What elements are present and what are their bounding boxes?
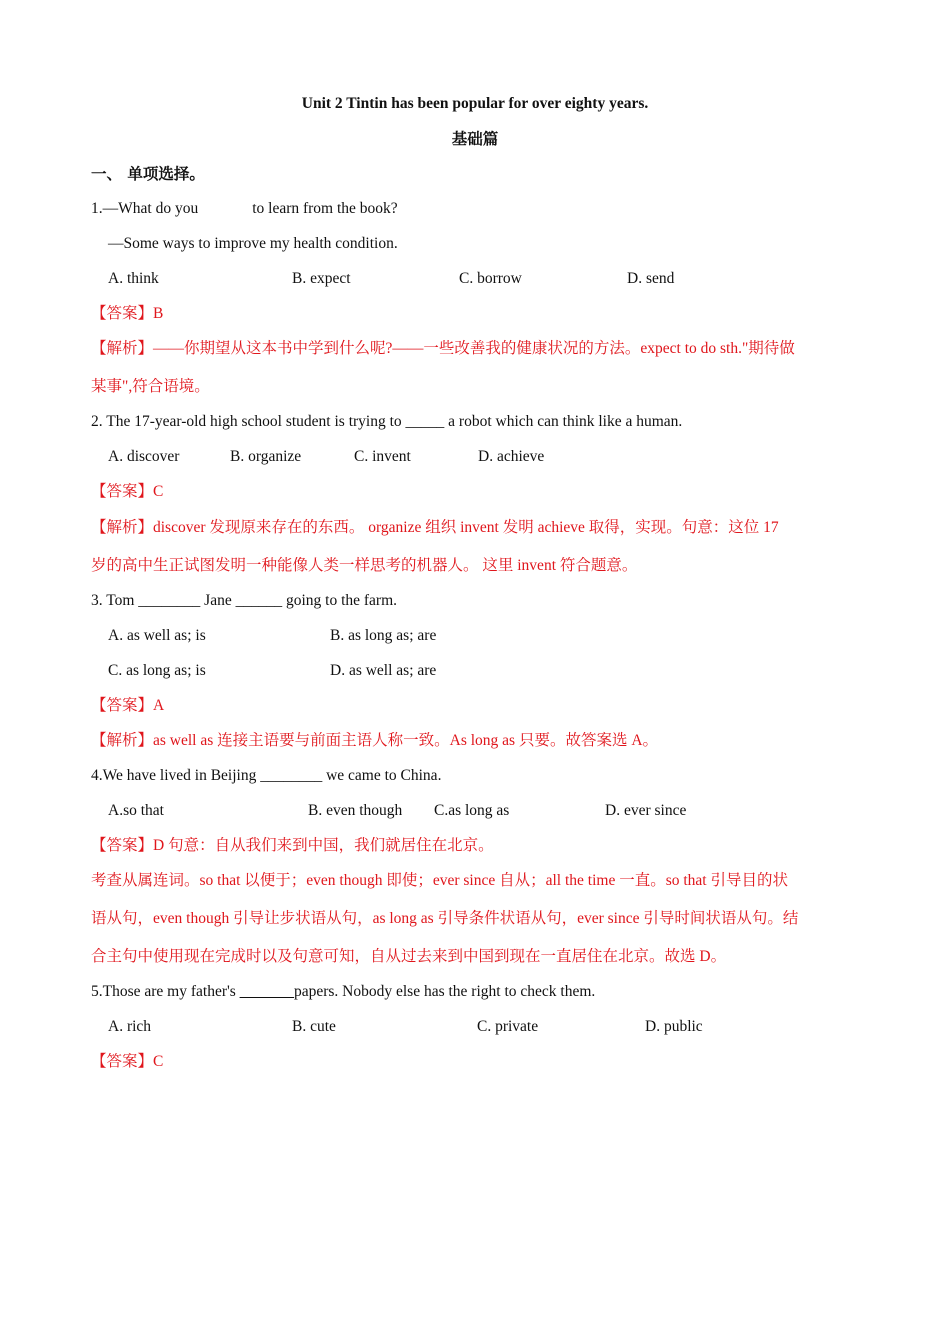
question-3-analysis-line-1: 【解析】as well as 连接主语要与前面主语人称一致。As long as 只要。故答案选 A。 xyxy=(91,732,659,749)
question-5-option-d: D. public xyxy=(645,1018,703,1035)
question-1-answer: 【答案】B xyxy=(91,305,164,322)
question-5-stem-start: 5.Those are my father's xyxy=(91,983,240,1000)
question-3-stem: 3. Tom ________ Jane ______ going to the farm. xyxy=(91,592,398,609)
question-4-option-b: B. even though xyxy=(308,802,403,819)
question-1-stem-end: to learn from the book? xyxy=(252,200,398,217)
question-1-reply: —Some ways to improve my health condition. xyxy=(108,235,398,252)
question-5-stem xyxy=(91,982,595,1002)
question-5-answer: 【答案】C xyxy=(91,1053,164,1070)
page-title: Unit 2 Tintin has been popular for over eighty years. xyxy=(301,95,649,112)
question-3-option-c: C. as long as; is xyxy=(108,662,206,679)
question-3-option-b: B. as long as; are xyxy=(330,627,437,644)
question-1-option-c: C. borrow xyxy=(459,270,522,287)
question-3-option-d: D. as well as; are xyxy=(330,662,437,679)
question-4-option-d: D. ever since xyxy=(605,802,687,819)
question-2-answer: 【答案】C xyxy=(91,483,164,500)
question-1-stem xyxy=(91,199,398,219)
question-1-analysis-line-1: 【解析】——你期望从这本书中学到什么呢?——一些改善我的健康状况的方法。expect to do sth."期待做 xyxy=(91,340,795,357)
question-4-analysis-line-3: 合主句中使用现在完成时以及句意可知，自从过去来到中国到现在一直居住在北京。故选 D。 xyxy=(91,948,727,965)
question-1-analysis-line-2: 某事",符合语境。 xyxy=(91,378,210,395)
question-2-option-b: B. organize xyxy=(230,448,302,465)
question-4-option-c: C.as long as xyxy=(434,802,510,819)
question-1-option-b: B. expect xyxy=(292,270,351,287)
question-1-stem-start: 1.—What do you xyxy=(91,200,199,217)
question-4-option-a: A.so that xyxy=(108,802,164,819)
question-2-option-c: C. invent xyxy=(354,448,411,465)
question-5-option-a: A. rich xyxy=(108,1018,152,1035)
question-4-stem: 4.We have lived in Beijing ________ we came to China. xyxy=(91,767,442,784)
question-4-analysis-line-2: 语从句，even though 引导让步状语从句，as long as 引导条件状语从句，ever since 引导时间状语从句。结 xyxy=(91,910,799,927)
question-5-stem-end: papers. Nobody else has the right to check them. xyxy=(293,983,596,1000)
question-4-answer: 【答案】D 句意：自从我们来到中国，我们就居住在北京。 xyxy=(91,837,494,854)
question-2-option-d: D. achieve xyxy=(478,448,545,465)
question-5-option-b: B. cute xyxy=(292,1018,336,1035)
question-5-option-c: C. private xyxy=(477,1018,539,1035)
question-5-blank: _______ xyxy=(239,983,294,1000)
question-3-answer: 【答案】A xyxy=(91,697,165,714)
question-2-analysis-line-1: 【解析】discover 发现原来存在的东西。 organize 组织 invent 发明 achieve 取得，实现。句意：这位 17 xyxy=(91,519,779,536)
section-heading: 一、 单项选择。 xyxy=(91,165,205,183)
question-2-option-a: A. discover xyxy=(108,448,180,465)
question-1-option-d: D. send xyxy=(627,270,675,287)
question-2-analysis-line-2: 岁的高中生正试图发明一种能像人类一样思考的机器人。 这里 invent 符合题意。 xyxy=(91,557,638,574)
question-1-option-a: A. think xyxy=(108,270,159,287)
question-4-analysis-line-1: 考查从属连词。so that 以便于；even though 即使；ever since 自从；all the time 一直。so that 引导目的状 xyxy=(91,872,788,889)
question-3-option-a: A. as well as; is xyxy=(108,627,206,644)
page-subtitle: 基础篇 xyxy=(451,130,499,148)
question-2-stem: 2. The 17-year-old high school student is trying to _____ a robot which can think like a human. xyxy=(91,413,683,430)
